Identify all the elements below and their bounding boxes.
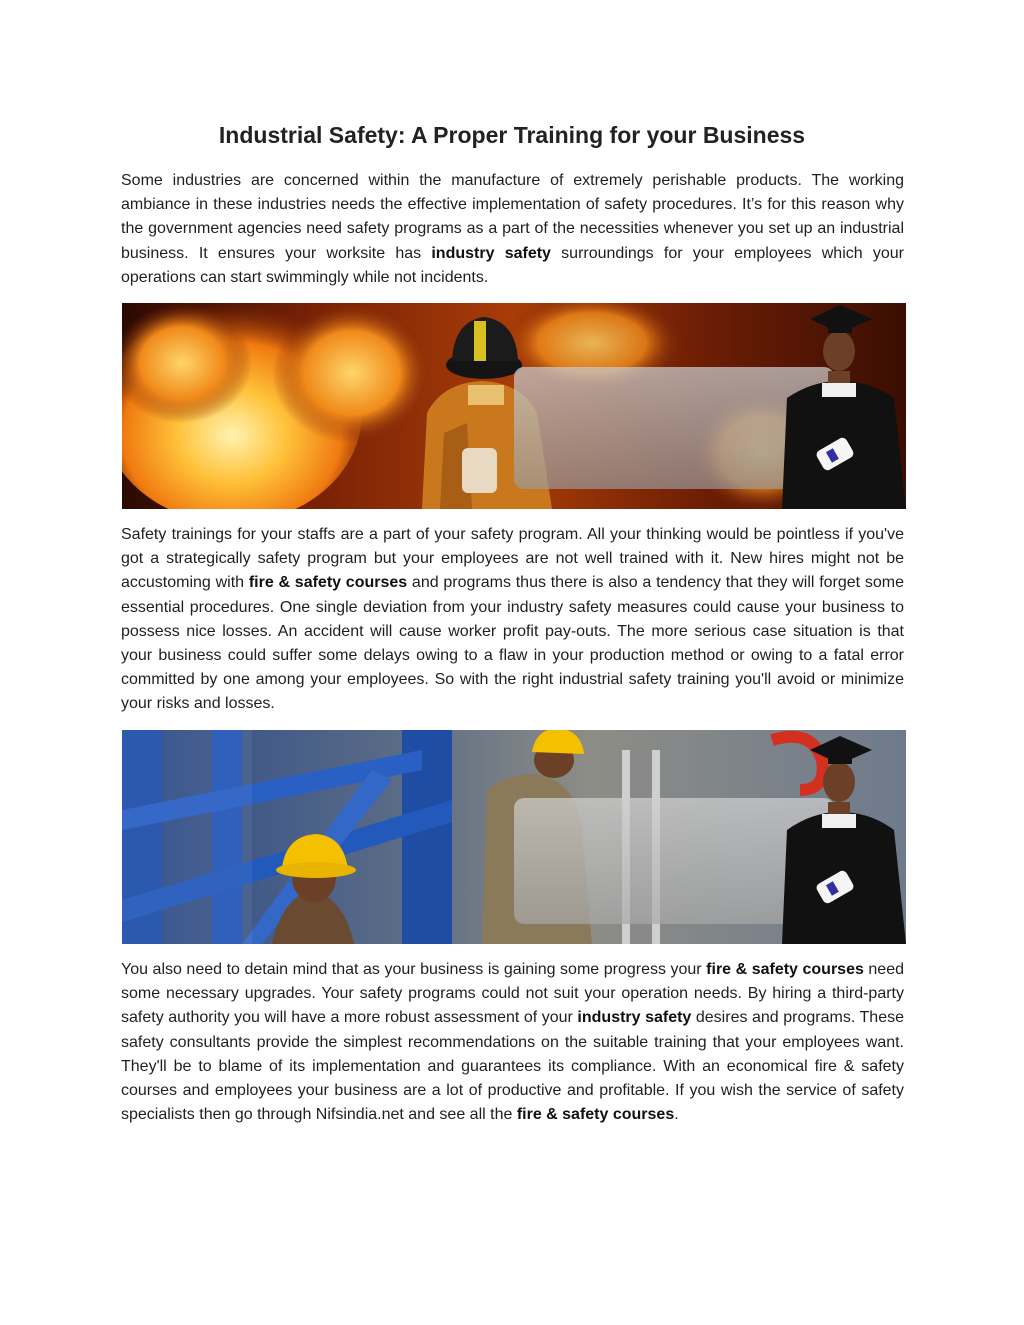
bold-keyword: industry safety [577, 1009, 692, 1027]
paragraph-text: need some necessary upgrades. Your safety programs could not suit your operation needs. By hiring a third-party safety authority you will have a more robust assessment of your [121, 961, 904, 1027]
bold-keyword: fire & safety courses [248, 574, 408, 592]
page-title: Industrial Safety: A Proper Training for your Business [218, 122, 806, 148]
bold-keyword: industry safety [431, 244, 551, 262]
paragraph-text: desires and programs. These safety consultants provide the simplest recommendations on the suitable training that your employees want. They'll be to blame of its implementation and guarantees its compliance. With an economical fire & safety courses and employees your business are a lot of productive and profitable. If you wish the service of safety specialists then go through Nifsindia.net and see all the [121, 1009, 904, 1124]
paragraph-training [121, 523, 904, 717]
bold-keyword: fire & safety courses [516, 1106, 675, 1124]
paragraph-text: You also need to detain mind that as your business is gaining some progress your [121, 961, 707, 978]
bold-keyword: fire & safety courses [706, 961, 864, 978]
firefighter-banner-image [122, 303, 906, 509]
paragraph-text: Safety trainings for your staffs are a part of your safety program. All your thinking would be pointless if you've got a strategically safety program but your employees are not well trained with it. New hires might not be accustoming with [121, 526, 904, 592]
construction-banner-image [122, 730, 906, 944]
paragraph-text: surroundings for your employees which your operations can start swimmingly while not incidents. [121, 244, 905, 286]
construction-banner-illustration [122, 730, 906, 944]
paragraph-intro [121, 169, 904, 290]
paragraph-upgrades [121, 958, 904, 1127]
firefighter-banner-illustration [122, 303, 906, 509]
paragraph-text: . [674, 1106, 679, 1124]
paragraph-text: and programs thus there is also a tendency that they will forget some essential procedures. One single deviation from your industry safety measures could cause your business to possess nice losses. An accident will cause worker profit pay-outs. The more serious case situation is that your business could suffer some delays owing to a flaw in your production method or owing to a fatal error committed by one among your employees. So with the right industrial safety training you'll avoid or minimize your risks and losses. [121, 574, 905, 713]
paragraph-text: Some industries are concerned within the manufacture of extremely perishable products. The working ambiance in these industries needs the effective implementation of safety procedures. It’s for this reason why the government agencies need safety programs as a part of the necessities whenever you set up an industrial business. It ensures your worksite has [121, 172, 904, 262]
